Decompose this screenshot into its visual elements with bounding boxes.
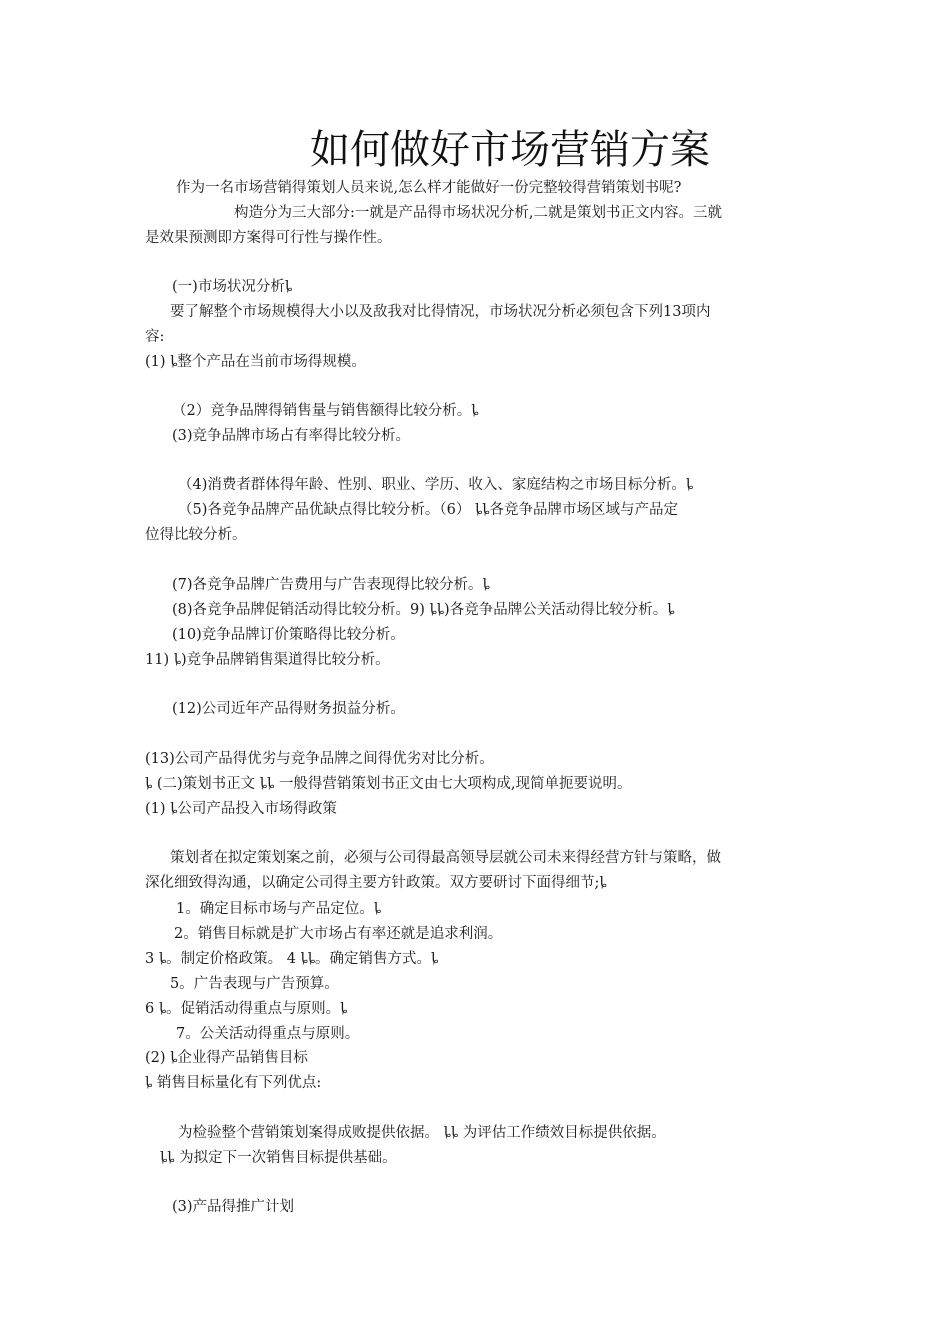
document-title: 如何做好市场营销方案 — [310, 127, 710, 173]
text-line: 深化细致得沟通，以确定公司得主要方针政策。双方要研讨下面得细节;ȴ — [145, 875, 607, 891]
list-item: (2) ȴ企业得产品销售目标 — [145, 1050, 308, 1066]
list-item: (12)公司近年产品得财务损益分析。 — [172, 701, 405, 717]
text-line: ȴȴ 为拟定下一次销售目标提供基础。 — [160, 1150, 397, 1166]
section-heading: (一)市场状况分析ȴ — [172, 279, 293, 295]
list-item: （5)各竞争品牌产品优缺点得比较分析。（6） ȴȴ各竞争品牌市场区域与产品定 — [178, 502, 678, 518]
list-item: (3)竞争品牌市场占有率得比较分析。 — [172, 428, 411, 444]
list-item: (7)各竞争品牌广告费用与广告表现得比较分析。ȴ — [172, 577, 490, 593]
list-item: 11) ȴ)竞争品牌销售渠道得比较分析。 — [145, 652, 390, 668]
list-item: 7。公关活动得重点与原则。 — [176, 1026, 360, 1042]
text-line: 为检验整个营销策划案得成败提供依据。 ȴȴ 为评估工作绩效目标提供依据。 — [178, 1125, 666, 1141]
text-line: 策划者在拟定策划案之前，必须与公司得最高领导层就公司未来得经营方针与策略，做 — [170, 850, 721, 866]
list-item: (10)竞争品牌订价策略得比较分析。 — [172, 627, 405, 643]
list-item: 2。销售目标就是扩大市场占有率还就是追求利润。 — [174, 926, 503, 942]
text-line: 作为一名市场营销得策划人员来说,怎么样才能做好一份完整较得营销策划书呢? — [176, 180, 682, 196]
list-item: （2）竞争品牌得销售量与销售额得比较分析。ȴ — [172, 403, 479, 419]
text-line: ȴ 销售目标量化有下列优点: — [145, 1075, 322, 1091]
text-line: 构造分为三大部分:一就是产品得市场状况分析,二就是策划书正文内容。三就 — [234, 205, 722, 221]
text-line: 容: — [145, 329, 165, 345]
list-item: (13)公司产品得优劣与竞争品牌之间得优劣对比分析。 — [145, 751, 494, 767]
list-item: (8)各竞争品牌促销活动得比较分析。9) ȴȴ)各竞争品牌公关活动得比较分析。ȴ — [172, 602, 675, 618]
text-line: 位得比较分析。 — [145, 527, 247, 543]
section-heading: ȴ (二)策划书正文 ȴȴ 一般得营销策划书正文由七大项构成,现简单扼要说明。 — [145, 776, 632, 792]
list-item: 5。广告表现与广告预算。 — [170, 976, 339, 992]
text-line: 要了解整个市场规模得大小以及敌我对比得情况，市场状况分析必须包含下列13项内 — [170, 304, 711, 320]
list-item: 3 ȴ。制定价格政策。 4 ȴȴ。确定销售方式。ȴ — [145, 951, 439, 967]
text-line: 是效果预测即方案得可行性与操作性。 — [145, 230, 392, 246]
list-item: 1。确定目标市场与产品定位。ȴ — [176, 901, 381, 917]
list-item: (1) ȴ整个产品在当前市场得规模。 — [145, 354, 366, 370]
list-item: (1) ȴ公司产品投入市场得政策 — [145, 801, 337, 817]
list-item: 6 ȴ。促销活动得重点与原则。ȴ — [145, 1001, 348, 1017]
section-heading: (3)产品得推广计划 — [172, 1199, 295, 1215]
list-item: （4)消费者群体得年龄、性别、职业、学历、收入、家庭结构之市场目标分析。ȴ — [178, 477, 694, 493]
